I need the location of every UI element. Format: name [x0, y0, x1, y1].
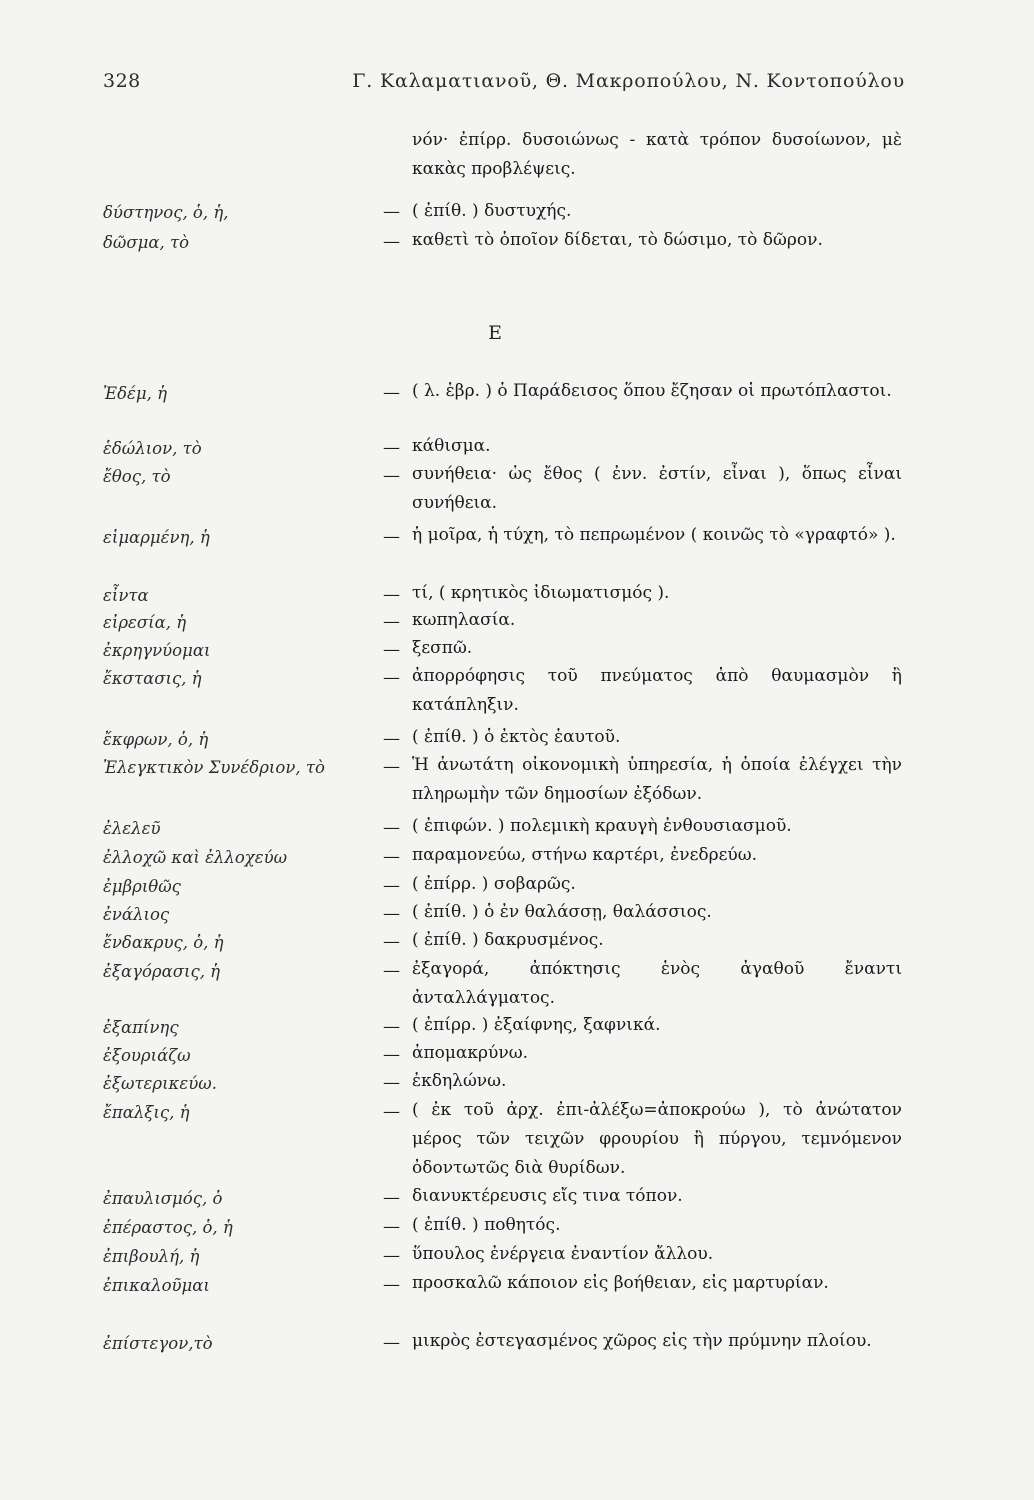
entry-headword: ἐξαγόρασις, ἡ	[103, 962, 221, 981]
entry-definition: ἐκδηλώνω.	[412, 1071, 507, 1091]
entry-headword: ἐμβριθῶς	[103, 877, 181, 896]
page-number: 328	[103, 70, 141, 92]
entry-dash: —	[383, 876, 400, 896]
entry-definition: ἡ μοῖρα, ἡ τύχη, τὸ πεπρωμένον ( κοινῶς τὸ «γραφτό» ).	[412, 525, 896, 545]
entry-headword: ἐπίστεγον,τὸ	[103, 1334, 213, 1353]
entry-definition: ( ἐπίθ. ) ὁ ἐκτὸς ἑαυτοῦ.	[412, 727, 621, 747]
entry-definition: τί, ( κρητικὸς ἰδιωματισμός ).	[412, 583, 670, 603]
entry-headword: ἑδώλιον, τὸ	[103, 439, 202, 458]
entry-headword: δῶσμα, τὸ	[103, 233, 190, 252]
entry-definition: κάθισμα.	[412, 436, 491, 456]
entry-dash: —	[383, 202, 400, 222]
entry-dash: —	[383, 1217, 400, 1237]
entry-headword: ἐξωτερικεύω.	[103, 1074, 217, 1093]
entry-headword: ἐλελεῦ	[103, 819, 161, 838]
section-letter: Ε	[488, 322, 502, 344]
entry-headword: ἐξαπίνης	[103, 1018, 179, 1037]
entry-dash: —	[383, 585, 400, 605]
entry-definition: συνήθεια· ὡς ἔθος ( ἐνν. ἐστίν, εἶναι ), ὅπως εἶναι συνήθεια.	[412, 464, 902, 513]
entry-headword: ἐπικαλοῦμαι	[103, 1276, 210, 1295]
continuation-text: νόν· ἐπίρρ. δυσοιώνως - κατὰ τρόπον δυσοίωνον, μὲ κακὰς προβλέψεις.	[412, 130, 902, 179]
entry-dash: —	[383, 818, 400, 838]
entry-dash: —	[383, 932, 400, 952]
entry-headword: εἰρεσία, ἡ	[103, 613, 187, 632]
entry-headword: ἐπιβουλή, ἡ	[103, 1247, 200, 1266]
entry-headword: ἐλλοχῶ καὶ ἐλλοχεύω	[103, 848, 288, 867]
entry-definition: παραμονεύω, στήνω καρτέρι, ἐνεδρεύω.	[412, 845, 758, 865]
entry-definition: ( λ. ἑβρ. ) ὁ Παράδεισος ὅπου ἔζησαν οἱ πρωτόπλαστοι.	[412, 381, 892, 401]
entry-dash: —	[383, 1275, 400, 1295]
entry-headword: ἔκφρων, ὁ, ἡ	[103, 730, 209, 749]
entry-definition: Ἡ ἀνωτάτη οἰκονομικὴ ὑπηρεσία, ἡ ὁποία ἐλέγχει τὴν πληρωμὴν τῶν δημοσίων ἐξόδων.	[412, 755, 902, 804]
entry-definition: ( ἐπίθ. ) δακρυσμένος.	[412, 930, 604, 950]
entry-headword: ἔνδακρυς, ὁ, ἡ	[103, 933, 224, 952]
entry-dash: —	[383, 438, 400, 458]
entry-dash: —	[383, 668, 400, 688]
entry-definition: ( ἐπίθ. ) δυστυχής.	[412, 201, 572, 221]
entry-dash: —	[383, 1017, 400, 1037]
entry-dash: —	[383, 527, 400, 547]
entry-dash: —	[383, 757, 400, 777]
entry-definition: προσκαλῶ κάποιον εἰς βοήθειαν, εἰς μαρτυρίαν.	[412, 1273, 829, 1293]
entry-definition: ξεσπῶ.	[412, 638, 473, 658]
entry-definition: ( ἐκ τοῦ ἀρχ. ἐπι-ἀλέξω=ἀποκρούω ), τὸ ἀνώτατον μέρος τῶν τειχῶν φρουρίου ἢ πύργου, τεμνόμενον ὀδοντωτῶς διὰ θυρίδων.	[412, 1100, 902, 1178]
entry-dash: —	[383, 232, 400, 252]
entry-headword: ἐπέραστος, ὁ, ἡ	[103, 1218, 233, 1237]
entry-definition: καθετὶ τὸ ὁποῖον δίδεται, τὸ δώσιμο, τὸ δῶρον.	[412, 230, 823, 250]
entry-definition: διανυκτέρευσις εἴς τινα τόπον.	[412, 1186, 683, 1206]
entry-dash: —	[383, 612, 400, 632]
entry-headword: ἐπαυλισμός, ὁ	[103, 1189, 223, 1208]
entry-headword: ἐξουριάζω	[103, 1046, 191, 1065]
entry-definition: ἐξαγορά, ἀπόκτησις ἑνὸς ἀγαθοῦ ἔναντι ἀνταλλάγματος.	[412, 959, 902, 1008]
entry-headword: εἱμαρμένη, ἡ	[103, 528, 210, 547]
entry-dash: —	[383, 383, 400, 403]
entry-definition: ( ἐπιφών. ) πολεμικὴ κραυγὴ ἐνθουσιασμοῦ.	[412, 816, 792, 836]
entry-definition: ὕπουλος ἐνέργεια ἐναντίον ἄλλου.	[412, 1244, 714, 1264]
entry-dash: —	[383, 466, 400, 486]
running-head: Γ. Καλαματιανοῦ, Θ. Μακροπούλου, Ν. Κοντοπούλου	[352, 70, 905, 92]
entry-dash: —	[383, 1246, 400, 1266]
entry-headword: ἐκρηγνύομαι	[103, 641, 211, 660]
entry-definition: ( ἐπίρρ. ) ἐξαίφνης, ξαφνικά.	[412, 1015, 661, 1035]
entry-dash: —	[383, 1045, 400, 1065]
entry-definition: ( ἐπίθ. ) ποθητός.	[412, 1215, 561, 1235]
entry-headword: ἔπαλξις, ἡ	[103, 1103, 190, 1122]
entry-headword: Ἐδέμ, ἡ	[103, 384, 167, 403]
entry-definition: κωπηλασία.	[412, 610, 516, 630]
entry-dash: —	[383, 1333, 400, 1353]
entry-headword: ἐνάλιος	[103, 905, 170, 924]
entry-definition: ( ἐπίρρ. ) σοβαρῶς.	[412, 874, 576, 894]
entry-definition: ( ἐπίθ. ) ὁ ἐν θαλάσσῃ, θαλάσσιος.	[412, 902, 712, 922]
entry-headword: δύστηνος, ὁ, ἡ,	[103, 203, 229, 222]
entry-dash: —	[383, 729, 400, 749]
entry-definition: ἀπορρόφησις τοῦ πνεύματος ἀπὸ θαυμασμὸν ἢ κατάπληξιν.	[412, 666, 902, 715]
entry-dash: —	[383, 1188, 400, 1208]
entry-headword: Ἐλεγκτικὸν Συνέδριον, τὸ	[103, 758, 325, 777]
entry-dash: —	[383, 904, 400, 924]
entry-dash: —	[383, 847, 400, 867]
entry-definition: μικρὸς ἐστεγασμένος χῶρος εἰς τὴν πρύμνην πλοίου.	[412, 1331, 872, 1351]
entry-dash: —	[383, 961, 400, 981]
entry-dash: —	[383, 1102, 400, 1122]
entry-dash: —	[383, 640, 400, 660]
entry-definition: ἀπομακρύνω.	[412, 1043, 528, 1063]
entry-headword: εἶντα	[103, 586, 149, 605]
entry-dash: —	[383, 1073, 400, 1093]
entry-headword: ἔθος, τὸ	[103, 467, 171, 486]
entry-headword: ἔκστασις, ἡ	[103, 669, 202, 688]
